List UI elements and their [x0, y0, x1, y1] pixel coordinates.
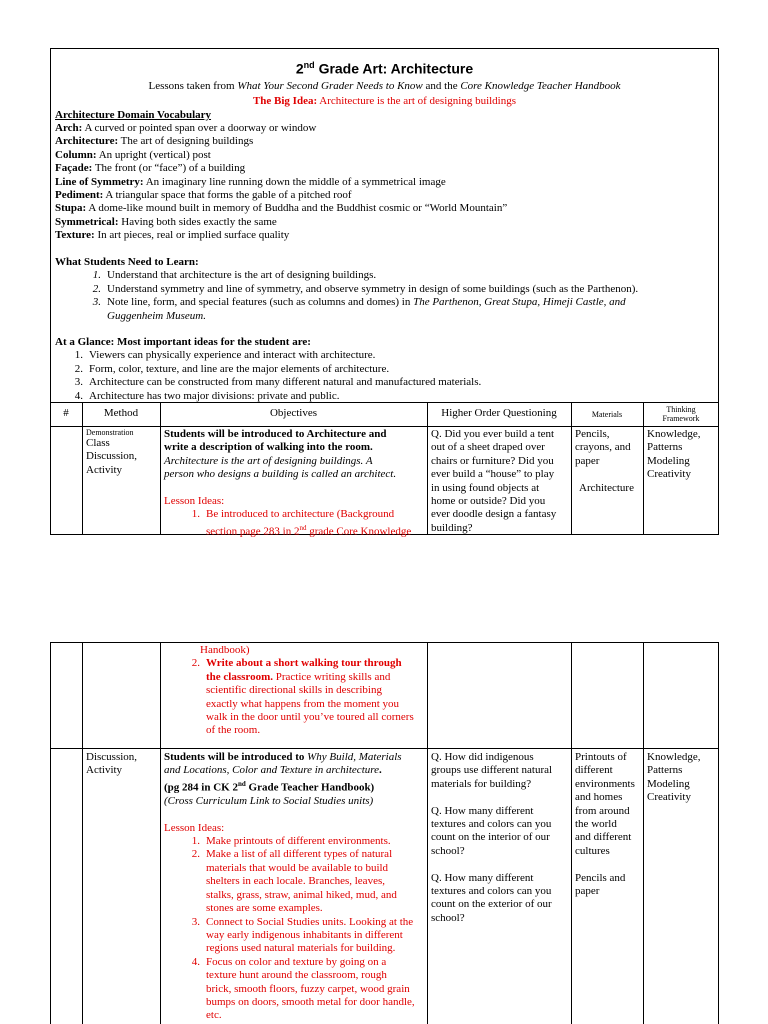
- table-top-border: [50, 402, 719, 403]
- row2-materials: Printouts of different environments and homes from around the world and different cultures Pencils and paper: [575, 751, 635, 898]
- col-header-thinking: Thinking Framework: [662, 405, 700, 423]
- col-divider: [82, 402, 83, 535]
- vocab-item: Line of Symmetry: An imaginary line running down the middle of a symmetrical image: [55, 175, 446, 188]
- col-divider: [82, 642, 83, 1024]
- table-header-border: [50, 426, 719, 427]
- col-divider: [427, 402, 428, 535]
- row2-method: Discussion, Activity: [86, 751, 138, 777]
- cont-idea2: 2. Write about a short walking tour through the classroom. Practice writing skills and scientific directional skills in describing exactly what happens from the moment you walk in the door until you’ve toured all corners of the room.: [191, 657, 414, 737]
- vocab-heading: Architecture Domain Vocabulary: [55, 109, 212, 121]
- col-header-questioning: Higher Order Questioning: [441, 407, 557, 419]
- big-idea: The Big Idea: Architecture is the art of designing buildings: [252, 95, 517, 107]
- need-item: 3. Note line, form, and special features (such as columns and domes) in The Parthenon, Great Stupa, Himeji Castle, and: [92, 296, 626, 309]
- table-right-border: [718, 642, 719, 1024]
- col-divider: [571, 402, 572, 535]
- need-heading: What Students Need to Learn:: [55, 256, 199, 268]
- row2-thinking: Knowledge, Patterns Modeling Creativity: [647, 751, 701, 804]
- need-item: 2. Understand symmetry and line of symmetry, and observe symmetry in design of some buildings (such as the Parthenon).: [92, 282, 639, 295]
- row1-thinking: Knowledge, Patterns Modeling Creativity: [647, 428, 701, 481]
- table-top-border: [50, 642, 719, 643]
- vocab-item: Façade: The front (or “face”) of a building: [55, 162, 246, 175]
- row2-questioning: Q. How did indigenous groups use different natural materials for building? Q. How many different textures and colors can you count on the interior of our school? Q. How many different textures and colors can you count on the exterior of our school?: [431, 751, 553, 924]
- col-divider: [160, 402, 161, 535]
- col-divider: [643, 642, 644, 1024]
- row2-objectives: Students will be introduced to Why Build, Materials and Locations, Color and Texture in architecture. (pg 284 in CK 2nd Grade Teacher Handbook) (Cross Curriculum Link to Social Studies units) Lesson Ideas: 1. Make printouts of different environments. 2. Make a list of all different types of natural materials that would be available to build shelters in each locale. Branches, leaves, stalks, grass, straw, animal hiked, mud, and stones are some examples. 3. Connect to Social Studies units. Looking at the way early indigenous inhabitants in different regions used natural materials for building. 4. Focus on color and texture by going on a texture hunt around the classroom, rough brick, smooth floors, fuzzy carpet, wood grain bumps on doors, smooth metal for door handle, etc.: [164, 751, 415, 1022]
- col-header-method: Method: [103, 407, 139, 419]
- glance-item: 4. Architecture has two major divisions: private and public.: [74, 389, 340, 402]
- vocab-item: Architecture: The art of designing buildings: [55, 135, 254, 148]
- vocab-item: Column: An upright (vertical) post: [55, 148, 211, 161]
- row-divider: [50, 748, 719, 749]
- col-divider: [571, 642, 572, 1024]
- col-divider: [160, 642, 161, 1024]
- glance-heading: At a Glance: Most important ideas for the student are:: [55, 336, 311, 348]
- cont-text: Handbook): [200, 644, 250, 656]
- need-item: 1. Understand that architecture is the art of designing buildings.: [92, 269, 377, 282]
- col-header-materials: Materials: [591, 410, 623, 419]
- col-divider: [427, 642, 428, 1024]
- page-two: [50, 642, 719, 1024]
- table-left-border: [50, 642, 51, 1024]
- row1-materials: Pencils, crayons, and paper Architecture: [575, 428, 634, 494]
- vocab-item: Pediment: A triangular space that forms the gable of a pitched roof: [55, 189, 352, 201]
- row1-method: Demonstration Class Discussion, Activity: [86, 428, 138, 476]
- vocab-item: Arch: A curved or pointed span over a doorway or window: [55, 122, 317, 134]
- page-one: [50, 48, 719, 538]
- col-header-objectives: Objectives: [269, 407, 318, 419]
- page-title: 2nd Grade Art: Architecture: [295, 60, 474, 77]
- glance-item: 2. Form, color, texture, and line are the major elements of architecture.: [74, 362, 390, 375]
- vocab-item: Stupa: A dome-like mound built in memory of Buddha and the Buddhist cosmic or “World Mountain”: [55, 202, 508, 215]
- vocab-item: Texture: In art pieces, real or implied surface quality: [55, 229, 290, 242]
- vocab-item: Symmetrical: Having both sides exactly the same: [55, 215, 277, 228]
- glance-item: 3. Architecture can be constructed from many different natural and manufactured materials.: [74, 376, 482, 389]
- source-line: Lessons taken from What Your Second Grader Needs to Know and the Core Knowledge Teacher Handbook: [148, 80, 621, 92]
- col-header-num: #: [63, 407, 69, 419]
- glance-item: 1. Viewers can physically experience and interact with architecture.: [74, 349, 376, 362]
- row1-objectives: Students will be introduced to Architecture and write a description of walking into the room. Architecture is the art of designing buildings. A person who designs a building is called an architect. Lesson Ideas: 1. Be introduced to architecture (Background section page 283 in 2nd grade Core Knowledge: [164, 428, 412, 538]
- row1-questioning: Q. Did you ever build a tent out of a sheet draped over chairs or furniture? Did you ever build a “house” to play in using found objects at home or outside? Did you ever doodle design a fantasy building?: [431, 428, 557, 534]
- need-item-cont: Guggenheim Museum.: [107, 309, 206, 322]
